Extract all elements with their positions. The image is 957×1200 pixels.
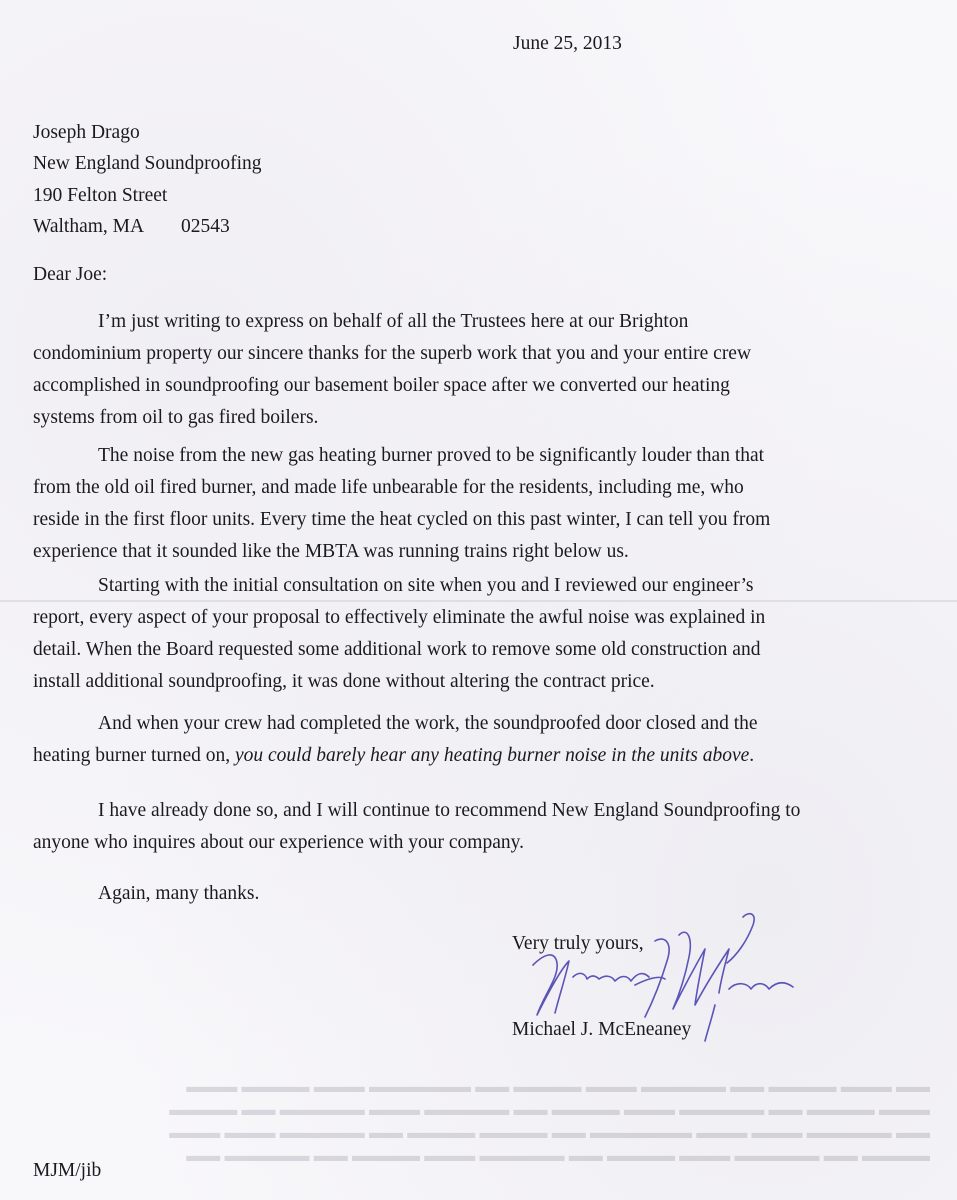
recipient-zip: 02543 [181,216,230,237]
recipient-name: Joseph Drago [33,122,140,143]
paragraph-2-line: The noise from the new gas heating burner proved to be significantly louder than that [98,445,765,466]
paragraph-3-line: report, every aspect of your proposal to effectively eliminate the awful noise was explained in [33,607,766,628]
paragraph-3-line: detail. When the Board requested some additional work to remove some old construction and [33,639,761,660]
bleed-line: ▬▬ ▬▬▬▬▬ ▬▬▬ ▬▬▬ ▬▬▬▬▬▬ ▬▬ ▬▬▬▬ ▬▬▬▬ ▬▬ ▬▬▬▬▬ ▬▬▬ ▬▬▬ [169,1123,930,1142]
closing-thanks: Again, many thanks. [98,883,260,904]
paragraph-1-line: condominium property our sincere thanks for the superb work that you and your entire crew [33,343,752,364]
paragraph-4-line: And when your crew had completed the work, the soundproofed door closed and the [98,713,758,734]
reverse-side-bleed-through [30,1075,930,1167]
bleed-line: ▬▬▬ ▬▬▬▬ ▬▬ ▬▬▬▬▬ ▬▬▬ ▬▬▬▬ ▬▬ ▬▬▬▬▬ ▬▬▬ ▬▬▬▬▬ ▬▬ ▬▬▬▬ [169,1100,930,1119]
salutation: Dear Joe: [33,264,108,285]
paragraph-4-plain-text: heating burner turned on, [33,745,235,766]
recipient-street: 190 Felton Street [33,185,168,206]
recipient-city-state: Waltham, MA [33,216,145,237]
letter-date: June 25, 2013 [513,33,622,54]
typist-initials: MJM/jib [33,1160,102,1181]
paragraph-2-line: experience that it sounded like the MBTA was running trains right below us. [33,541,629,562]
paragraph-3-line: install additional soundproofing, it was done without altering the contract price. [33,671,655,692]
paragraph-1 [33,306,933,434]
recipient-company: New England Soundproofing [33,153,262,174]
paragraph-2 [33,440,933,568]
paragraph-4 [33,708,933,772]
paragraph-2-line: reside in the first floor units. Every time the heat cycled on this past winter, I can tell you from [33,509,771,530]
paragraph-2-line: from the old oil fired burner, and made life unbearable for the residents, including me, who [33,477,744,498]
signer-name: Michael J. McEneaney [512,1019,692,1040]
paragraph-5-line: I have already done so, and I will continue to recommend New England Soundproofing to [98,800,801,821]
paragraph-4-emphasis: you could barely hear any heating burner noise in the units above [234,745,750,766]
paragraph-5 [33,795,933,859]
paragraph-1-line: accomplished in soundproofing our basement boiler space after we converted our heating [33,375,730,396]
paragraph-1-line: I’m just writing to express on behalf of all the Trustees here at our Brighton [98,311,689,332]
paragraph-3-line: Starting with the initial consultation on site when you and I reviewed our engineer’s [98,575,754,596]
paragraph-5-line: anyone who inquires about our experience with your company. [33,832,524,853]
paragraph-4-line [33,740,933,772]
paragraph-4-period: . [749,745,755,766]
bleed-line: ▬▬▬▬ ▬▬ ▬▬▬▬▬ ▬▬▬ ▬▬▬▬ ▬▬ ▬▬▬▬▬ ▬▬▬ ▬▬▬▬ ▬▬ ▬▬▬▬▬ ▬▬ [186,1146,930,1165]
paragraph-3 [33,570,933,698]
paragraph-1-line: systems from oil to gas fired boilers. [33,407,319,428]
signature-name: Michael J. McEneaney [515,905,525,906]
bleed-line: ▬▬ ▬▬▬ ▬▬▬▬ ▬▬ ▬▬▬▬▬ ▬▬▬ ▬▬▬▬ ▬▬ ▬▬▬▬▬▬ ▬▬▬ ▬▬▬▬ ▬▬▬ [186,1077,930,1096]
closing-phrase: Very truly yours, [512,933,644,954]
